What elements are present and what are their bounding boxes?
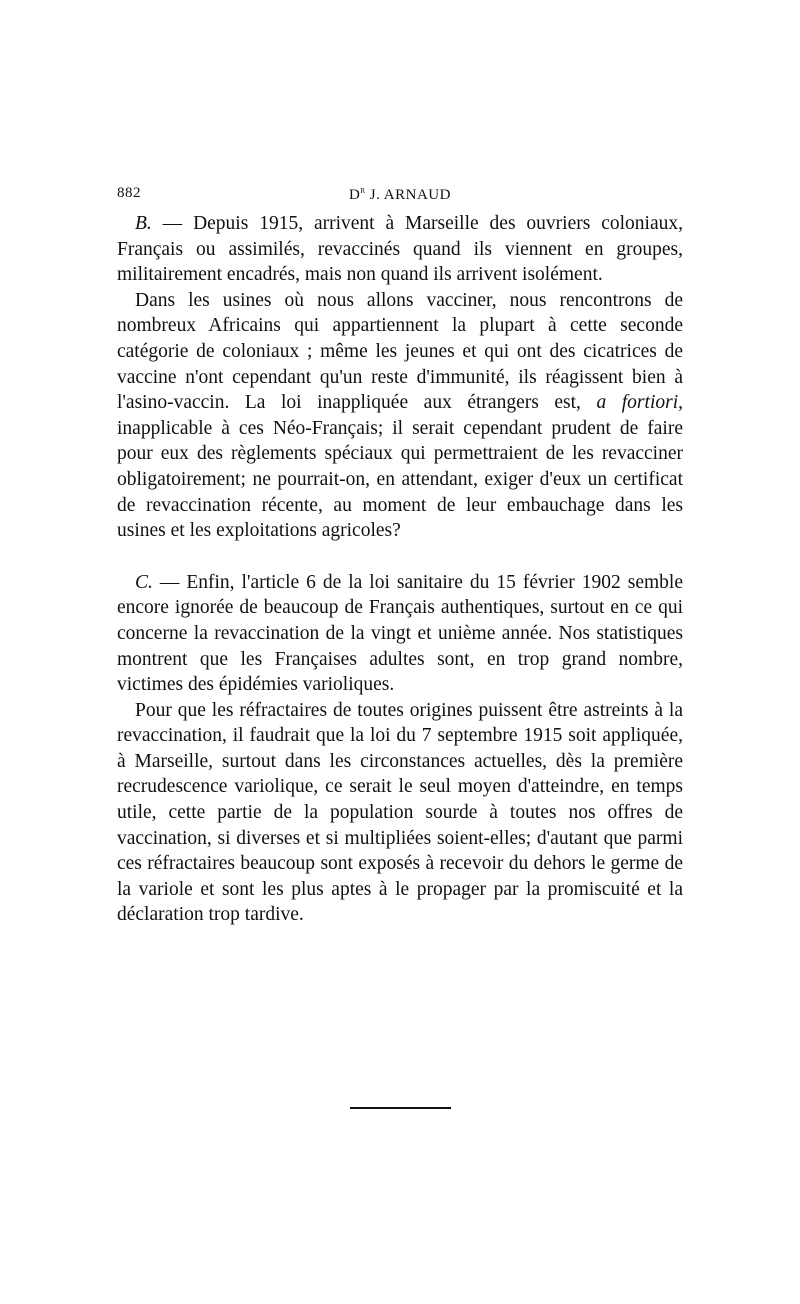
author-name: J. ARNAUD (365, 187, 451, 203)
author-prefix: D (349, 187, 361, 203)
paragraph-c-2: Pour que les réfractaires de toutes origines puissent être astreints à la revaccination, il faudrait que la loi du 7 septembre 1915 soit appliquée, à Marseille, surtout dans les circonstances actuelles, dès la première recrudescence variolique, ce serait le seul moyen d'atteindre, en temps utile, cette partie de la population sourde à toutes nos offres de vaccination, si diverses et si multipliées soient-elles; d'autant que parmi ces réfractaires beaucoup sont exposés à recevoir du dehors le germe de la variole et sont les plus aptes à le propager par la promiscuité et la déclaration trop tardive. (117, 699, 683, 926)
paragraph-b-2 (117, 288, 683, 544)
paragraph-b-2-before: Dans les usines où nous allons vacciner, nous rencontrons de nombreux Africains qui appartiennent la plupart à cette seconde catégorie de coloniaux ; même les jeunes et qui ont des cicatrices de vaccine n'ont cependant qu'un reste d'immunité, ils réagissent bien à l'asino-vaccin. La loi inappliquée aux étrangers est, (117, 289, 683, 414)
paragraph-b-2-italic: a fortiori (596, 392, 679, 414)
paragraph-c-1 (117, 570, 683, 698)
author-heading (117, 185, 683, 204)
page-content (117, 185, 683, 928)
section-gap (117, 544, 683, 570)
paragraph-b-1 (117, 211, 683, 288)
author-sup: r (360, 185, 366, 196)
paragraph-c-1-text: — Enfin, l'article 6 de la loi sanitaire du 15 février 1902 semble encore ignorée de beaucoup de Français authentiques, surtout en ce qui concerne la revaccination de la vingt et unième année. Nos statistiques montrent que les Françaises adultes sont, en trop grand nombre, victimes des épidémies varioliques. (117, 571, 683, 696)
page-number: 882 (117, 185, 141, 201)
paragraph-b-2-after: , inapplicable à ces Néo-Français; il serait cependant prudent de faire pour eux des règlements spéciaux qui permettraient de les revacciner obligatoirement; ne pourrait-on, en attendant, exiger d'eux un certificat de revaccination récente, au moment de leur embauchage dans les usines et les exploitations agricoles? (117, 392, 683, 542)
paragraph-b-1-text: — Depuis 1915, arrivent à Marseille des ouvriers coloniaux, Français ou assimilés, revaccinés quand ils viennent en groupes, militairement encadrés, mais non quand ils arrivent isolément. (117, 213, 683, 286)
section-letter-b: B. (135, 213, 152, 234)
running-head (117, 185, 683, 211)
section-letter-c: C. (135, 571, 153, 593)
end-rule (350, 1107, 451, 1109)
